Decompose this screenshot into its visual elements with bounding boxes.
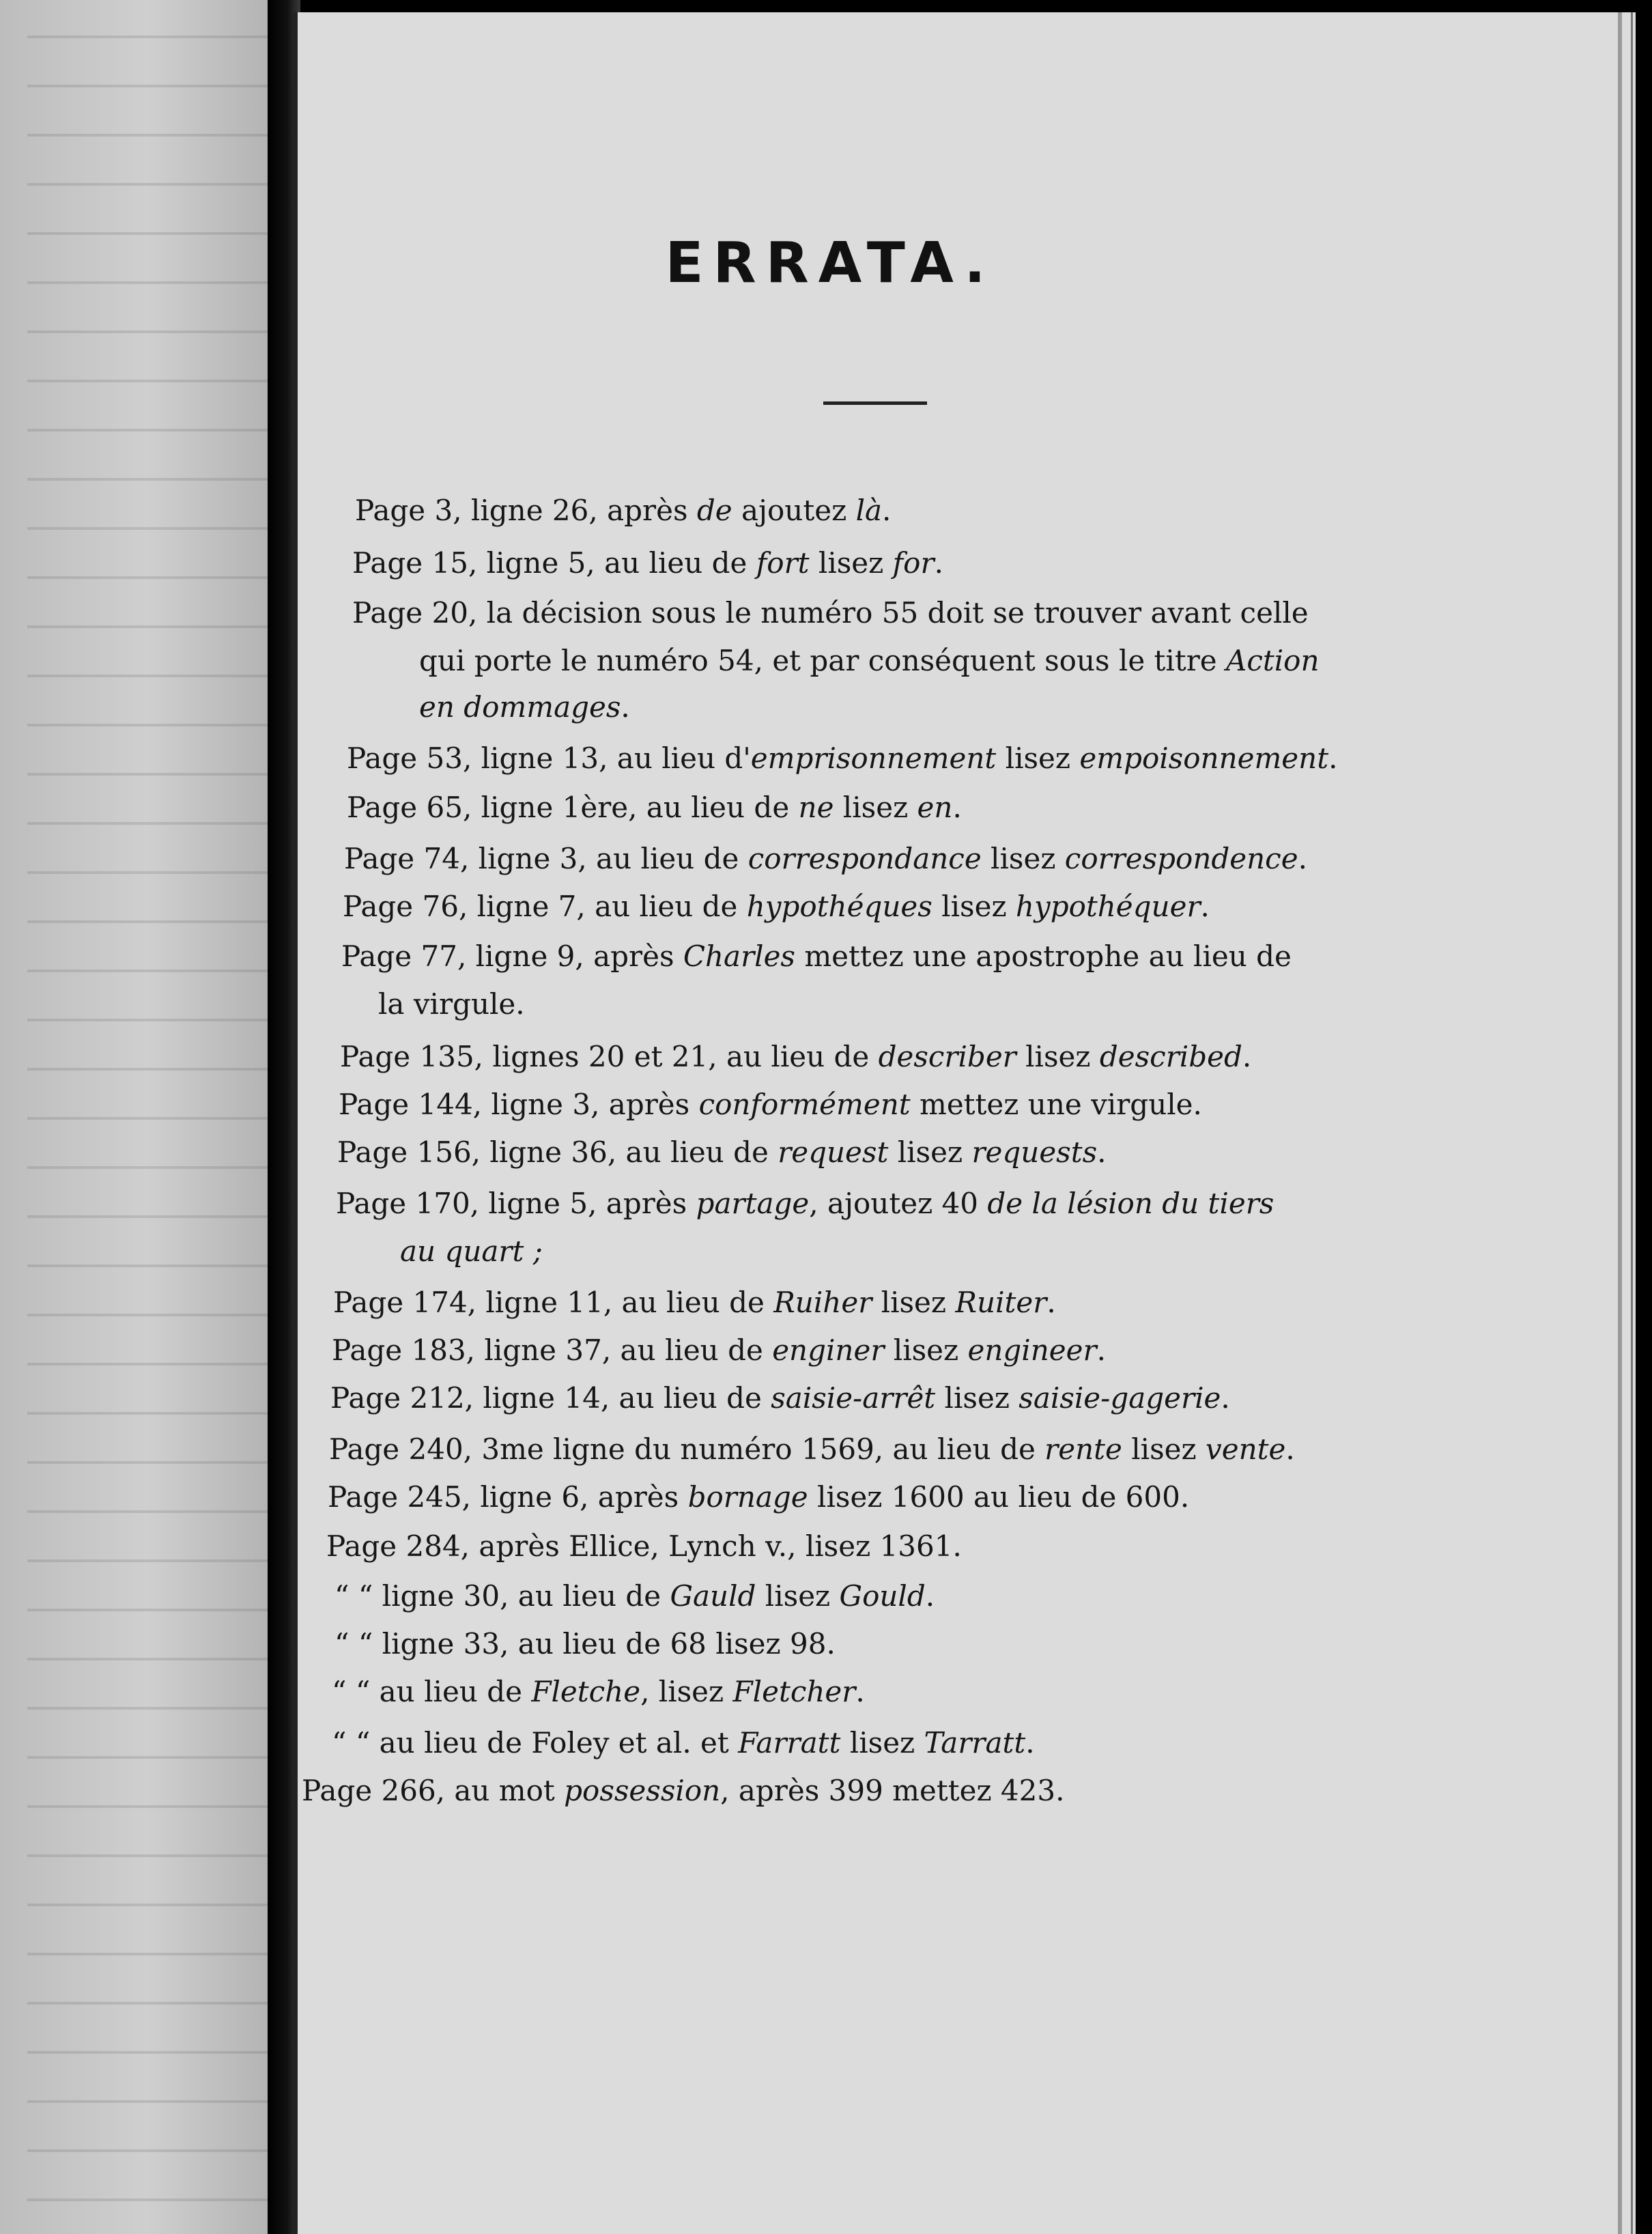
text-run: lisez bbox=[809, 546, 893, 580]
text-run: Page 266, au mot bbox=[302, 1774, 565, 1807]
italic-text: described bbox=[1099, 1040, 1242, 1073]
errata-line bbox=[332, 1333, 1106, 1367]
text-run: Page 284, après Ellice, Lynch v., lisez 1361. bbox=[326, 1529, 962, 1563]
text-run: Page 15, ligne 5, au lieu de bbox=[352, 546, 756, 580]
errata-line bbox=[328, 1480, 1189, 1514]
italic-text: empoisonnement bbox=[1079, 741, 1329, 775]
italic-text: au quart ; bbox=[400, 1234, 543, 1268]
text-run: mettez une apostrophe au lieu de bbox=[795, 939, 1292, 973]
text-run: lisez bbox=[834, 791, 917, 824]
errata-line bbox=[326, 1529, 962, 1563]
italic-text: describer bbox=[878, 1040, 1016, 1073]
text-run: Page 65, ligne 1ère, au lieu de bbox=[347, 791, 799, 824]
italic-text: de la lésion du tiers bbox=[987, 1187, 1274, 1220]
italic-text: Ruiher bbox=[773, 1286, 872, 1319]
text-run: . bbox=[1242, 1040, 1252, 1073]
text-run: . bbox=[1285, 1432, 1295, 1466]
errata-line bbox=[343, 890, 1210, 923]
italic-text: hypothéquer bbox=[1015, 890, 1201, 923]
italic-text: Fletche bbox=[531, 1675, 641, 1708]
errata-line bbox=[378, 987, 525, 1021]
italic-text: Action bbox=[1226, 644, 1320, 677]
text-run: Page 170, ligne 5, après bbox=[336, 1187, 696, 1220]
errata-line bbox=[330, 1381, 1230, 1415]
text-run: Page 183, ligne 37, au lieu de bbox=[332, 1333, 773, 1367]
italic-text: for bbox=[892, 546, 935, 580]
text-run: “ “ ligne 33, au lieu de 68 lisez 98. bbox=[334, 1627, 836, 1660]
italic-text: possession bbox=[564, 1774, 721, 1807]
errata-line bbox=[344, 842, 1307, 875]
text-run: . bbox=[1221, 1381, 1230, 1415]
italic-text: conformément bbox=[698, 1088, 911, 1121]
errata-line bbox=[347, 741, 1337, 775]
text-run: Page 245, ligne 6, après bbox=[328, 1480, 688, 1514]
text-run: . bbox=[1298, 842, 1307, 875]
text-run: la virgule. bbox=[378, 987, 525, 1021]
italic-text: Gauld bbox=[670, 1579, 756, 1613]
italic-text: Ruiter bbox=[955, 1286, 1047, 1319]
errata-line bbox=[419, 690, 630, 724]
italic-text: en dommages bbox=[419, 690, 621, 724]
text-run: . bbox=[621, 690, 630, 724]
errata-line bbox=[400, 1234, 543, 1268]
text-run: , ajoutez 40 bbox=[809, 1187, 988, 1220]
italic-text: saisie-arrêt bbox=[771, 1381, 936, 1415]
text-run: . bbox=[1025, 1726, 1035, 1759]
facing-page-print-bleed bbox=[27, 0, 268, 2234]
italic-text: requests bbox=[971, 1135, 1098, 1169]
italic-text: bornage bbox=[687, 1480, 808, 1514]
page-title: ERRATA. bbox=[665, 231, 995, 296]
italic-text: saisie-gagerie bbox=[1019, 1381, 1221, 1415]
errata-line bbox=[336, 1187, 1274, 1220]
text-run: . bbox=[1096, 1333, 1106, 1367]
text-run: . bbox=[952, 791, 962, 824]
errata-line bbox=[333, 1286, 1056, 1319]
text-run: lisez bbox=[888, 1135, 972, 1169]
text-run: ajoutez bbox=[732, 494, 856, 527]
errata-line bbox=[339, 1088, 1202, 1121]
text-run: . bbox=[925, 1579, 935, 1613]
italic-text: Fletcher bbox=[732, 1675, 856, 1708]
text-run: lisez bbox=[872, 1286, 956, 1319]
errata-page bbox=[294, 12, 1636, 2234]
text-run: “ “ au lieu de bbox=[332, 1675, 532, 1708]
errata-line bbox=[334, 1627, 836, 1660]
text-run: . bbox=[1200, 890, 1210, 923]
text-run: . bbox=[1328, 741, 1338, 775]
text-run: lisez bbox=[756, 1579, 840, 1613]
italic-text: en bbox=[917, 791, 953, 824]
text-run: Page 3, ligne 26, après bbox=[355, 494, 697, 527]
errata-line bbox=[332, 1726, 1035, 1759]
italic-text: emprisonnement bbox=[750, 741, 997, 775]
italic-text: Farratt bbox=[738, 1726, 841, 1759]
italic-text: vente bbox=[1205, 1432, 1286, 1466]
errata-line bbox=[302, 1774, 1064, 1807]
italic-text: correspondance bbox=[747, 842, 982, 875]
facing-page-edge bbox=[0, 0, 268, 2234]
text-run: Page 240, 3me ligne du numéro 1569, au lieu de bbox=[329, 1432, 1045, 1466]
errata-line bbox=[337, 1135, 1107, 1169]
errata-line bbox=[332, 1675, 865, 1708]
errata-line bbox=[341, 939, 1292, 973]
text-run: . bbox=[1097, 1135, 1107, 1169]
text-run: Page 156, ligne 36, au lieu de bbox=[337, 1135, 778, 1169]
italic-text: là bbox=[855, 494, 883, 527]
text-run: Page 77, ligne 9, après bbox=[341, 939, 683, 973]
text-run: lisez bbox=[932, 890, 1016, 923]
text-run: lisez bbox=[1122, 1432, 1206, 1466]
text-run: . bbox=[855, 1675, 865, 1708]
errata-line bbox=[340, 1040, 1251, 1073]
italic-text: hypothéques bbox=[746, 890, 932, 923]
text-run: lisez 1600 au lieu de 600. bbox=[808, 1480, 1190, 1514]
text-run: Page 74, ligne 3, au lieu de bbox=[344, 842, 748, 875]
text-run: . bbox=[1046, 1286, 1056, 1319]
text-run: lisez bbox=[996, 741, 1080, 775]
italic-text: fort bbox=[756, 546, 810, 580]
text-run: lisez bbox=[884, 1333, 968, 1367]
italic-text: rente bbox=[1044, 1432, 1122, 1466]
text-run: Page 174, ligne 11, au lieu de bbox=[333, 1286, 774, 1319]
text-run: Page 76, ligne 7, au lieu de bbox=[343, 890, 747, 923]
text-run: qui porte le numéro 54, et par conséquent sous le titre bbox=[419, 644, 1227, 677]
errata-line bbox=[329, 1432, 1295, 1466]
errata-line bbox=[352, 596, 1309, 630]
text-run: lisez bbox=[1016, 1040, 1100, 1073]
text-run: lisez bbox=[935, 1381, 1019, 1415]
errata-line bbox=[355, 494, 891, 527]
text-run: Page 20, la décision sous le numéro 55 doit se trouver avant celle bbox=[352, 596, 1309, 630]
italic-text: request bbox=[778, 1135, 889, 1169]
text-run: , après 399 mettez 423. bbox=[720, 1774, 1065, 1807]
errata-line bbox=[334, 1579, 935, 1613]
text-run: “ “ ligne 30, au lieu de bbox=[334, 1579, 670, 1613]
italic-text: engineer bbox=[967, 1333, 1097, 1367]
text-run: . bbox=[882, 494, 892, 527]
italic-text: partage bbox=[696, 1187, 810, 1220]
text-run: . bbox=[934, 546, 943, 580]
italic-text: Tarratt bbox=[924, 1726, 1026, 1759]
text-run: , lisez bbox=[640, 1675, 733, 1708]
text-run: Page 144, ligne 3, après bbox=[339, 1088, 699, 1121]
italic-text: ne bbox=[798, 791, 834, 824]
text-run: Page 53, ligne 13, au lieu d' bbox=[347, 741, 751, 775]
italic-text: correspondence bbox=[1064, 842, 1298, 875]
text-run: “ “ au lieu de Foley et al. et bbox=[332, 1726, 739, 1759]
text-run: mettez une virgule. bbox=[910, 1088, 1202, 1121]
errata-line bbox=[347, 791, 962, 824]
text-run: lisez bbox=[840, 1726, 924, 1759]
text-run: Page 212, ligne 14, au lieu de bbox=[330, 1381, 771, 1415]
text-run: Page 135, lignes 20 et 21, au lieu de bbox=[340, 1040, 879, 1073]
italic-text: Gould bbox=[839, 1579, 926, 1613]
italic-text: enginer bbox=[772, 1333, 885, 1367]
errata-line bbox=[352, 546, 943, 580]
italic-text: Charles bbox=[683, 939, 795, 973]
italic-text: de bbox=[696, 494, 732, 527]
errata-line bbox=[419, 644, 1320, 677]
text-run: lisez bbox=[981, 842, 1065, 875]
errata-entries bbox=[298, 12, 1636, 2234]
